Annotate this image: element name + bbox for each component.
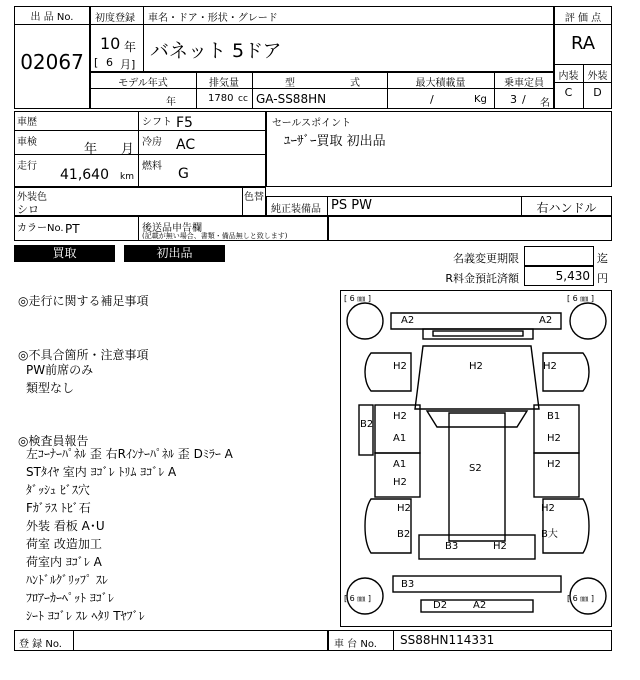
damage-right-front-door-b: B1 bbox=[547, 411, 561, 422]
damage-right-quarter-b: B大 bbox=[541, 529, 558, 540]
color-value: シロ bbox=[17, 203, 39, 216]
inspection-label: 車検 bbox=[17, 137, 37, 148]
damage-right-fender: H2 bbox=[543, 361, 557, 372]
tire-depth-rear-right: [ 6 ㎜ ] bbox=[567, 594, 594, 603]
damage-front-bumper-left: A2 bbox=[401, 315, 415, 326]
hood bbox=[415, 346, 539, 409]
chassis-label: 車 台 No. bbox=[334, 639, 377, 650]
damage-right-quarter-h: H2 bbox=[541, 503, 555, 514]
max-load-separator: / bbox=[430, 93, 434, 106]
color-no-value: PT bbox=[65, 222, 80, 236]
defects-title: ◎不具合箇所・注意事項 bbox=[18, 348, 149, 362]
lot-number: 02067 bbox=[20, 50, 84, 74]
damage-left-quarter-b: B2 bbox=[397, 529, 411, 540]
lot-label: 出 品 No. bbox=[30, 12, 74, 23]
inspector-line: ﾌﾛｱｰｶｰﾍﾟｯﾄ ﾖｺﾞﾚ bbox=[26, 591, 114, 605]
mileage-value: 41,640 bbox=[60, 167, 109, 183]
color-label: 外装色 bbox=[17, 192, 47, 203]
defect-line: PW前席のみ bbox=[26, 363, 94, 377]
history-label: 車歴 bbox=[17, 117, 37, 128]
name-change-field bbox=[524, 246, 594, 266]
steering-value: 右ハンドル bbox=[536, 201, 597, 215]
first-reg-year-unit: 年 bbox=[124, 40, 137, 54]
model-year-unit: 年 bbox=[166, 97, 176, 108]
interior-label: 内装 bbox=[558, 71, 579, 82]
tire-depth-front-left: [ 6 ㎜ ] bbox=[344, 294, 371, 303]
recycle-value: 5,430 bbox=[555, 269, 590, 283]
sales-point-text: ﾕｰｻﾞｰ買取 初出品 bbox=[284, 134, 386, 149]
inspector-line: ｼｰﾄ ﾖｺﾞﾚ ｽﾚ ﾍﾀﾘ Tﾔﾌﾞﾚ bbox=[26, 609, 145, 623]
car-name-label: 車名・ドア・形状・グレード bbox=[148, 13, 278, 24]
exterior-grade: D bbox=[593, 86, 602, 99]
first-reg-month-open: [ bbox=[94, 56, 99, 69]
inspector-line: STﾀｲﾔ 室内 ﾖｺﾞﾚ ﾄﾘﾑ ﾖｺﾞﾚ A bbox=[26, 465, 177, 479]
sales-point-label: セールスポイント bbox=[272, 118, 352, 129]
ac-label: 冷房 bbox=[142, 137, 162, 148]
registration-label: 登 録 No. bbox=[19, 639, 62, 650]
tire-depth-rear-left: [ 6 ㎜ ] bbox=[344, 594, 371, 603]
fuel-value: G bbox=[178, 166, 189, 182]
rear-panel bbox=[419, 535, 535, 559]
first-reg-month-close: 月] bbox=[120, 58, 136, 71]
max-load-unit: Kg bbox=[474, 94, 487, 105]
damage-left-rear-door-a: A1 bbox=[393, 459, 407, 470]
color-no-label: カラーNo. bbox=[17, 223, 64, 234]
inspector-line: ﾊﾝﾄﾞﾙｸﾞﾘｯﾌﾟ ｽﾚ bbox=[26, 573, 108, 587]
interior-grade: C bbox=[564, 86, 573, 99]
damage-diagram bbox=[340, 290, 612, 627]
displacement-value: 1780 bbox=[208, 93, 234, 104]
inspector-line: 左ｺｰﾅｰﾊﾟﾈﾙ 歪 右Rｲﾝﾅｰﾊﾟﾈﾙ 歪 Dﾐﾗｰ A bbox=[26, 447, 233, 461]
displacement-unit: cc bbox=[238, 94, 248, 104]
exterior-label: 外装 bbox=[587, 71, 608, 82]
max-load-label: 最大積載量 bbox=[415, 78, 466, 89]
name-change-suffix: 迄 bbox=[597, 252, 608, 265]
post-report-note: (記載が無い場合、書類・備品無しと致します) bbox=[142, 232, 288, 240]
tire-depth-front-right: [ 6 ㎜ ] bbox=[567, 294, 594, 303]
shift-label: シフト bbox=[142, 117, 172, 128]
inspection-year: 年 bbox=[84, 142, 98, 157]
color-box bbox=[14, 187, 266, 216]
recycle-label: R料金預託済額 bbox=[445, 272, 519, 285]
front-grille-inner bbox=[433, 331, 523, 336]
damage-left-b-pillar: B2 bbox=[360, 419, 374, 430]
damage-left-front-door-a: A1 bbox=[393, 433, 407, 444]
capacity-value: 3 bbox=[510, 93, 517, 106]
tag-buyout: 買取 bbox=[14, 245, 115, 262]
model-code-label: 型 bbox=[285, 78, 295, 89]
defect-line: 類型なし bbox=[26, 381, 75, 395]
inspector-line: Fｶﾞﾗｽ ﾄﾋﾞ石 bbox=[26, 501, 91, 515]
first-reg-label: 初度登録 bbox=[95, 13, 135, 24]
first-reg-month: 6 bbox=[106, 56, 113, 69]
inspector-line: 外装 看板 A･U bbox=[26, 519, 105, 533]
damage-left-fender: H2 bbox=[393, 361, 407, 372]
car-name: バネット 5ドア bbox=[150, 40, 282, 62]
damage-rear-bumper: B3 bbox=[401, 579, 415, 590]
damage-right-rear-door-h: H2 bbox=[547, 459, 561, 470]
inspector-line: 荷室内 ﾖｺﾞﾚ A bbox=[26, 555, 102, 569]
damage-rear-lower-d: D2 bbox=[433, 600, 448, 611]
chassis-number: SS88HN114331 bbox=[400, 633, 495, 647]
post-report-label: 後送品申告欄 bbox=[142, 223, 202, 234]
inspector-title: ◎検査員報告 bbox=[18, 434, 89, 448]
displacement-label: 排気量 bbox=[209, 78, 239, 89]
evaluation-label: 評 価 点 bbox=[564, 13, 602, 24]
damage-rear-panel-h: H2 bbox=[493, 541, 507, 552]
front-right-tire bbox=[570, 303, 606, 339]
roof bbox=[449, 413, 505, 541]
tag-first-listing: 初出品 bbox=[124, 245, 225, 262]
model-code: GA-SS88HN bbox=[256, 92, 327, 106]
damage-hood: H2 bbox=[469, 361, 483, 372]
rear-bumper bbox=[393, 576, 561, 592]
name-change-label: 名義変更期限 bbox=[453, 252, 519, 265]
damage-rear-panel-b: B3 bbox=[445, 541, 459, 552]
inspection-month: 月 bbox=[121, 142, 135, 157]
capacity-unit: 名 bbox=[540, 98, 550, 109]
equipment-label: 純正装備品 bbox=[271, 204, 321, 215]
recycle-unit: 円 bbox=[597, 272, 608, 285]
fuel-label: 燃料 bbox=[142, 161, 162, 172]
damage-left-quarter-h: H2 bbox=[397, 503, 411, 514]
details-left bbox=[14, 111, 266, 187]
front-bumper bbox=[391, 313, 561, 329]
damage-left-rear-door-h: H2 bbox=[393, 477, 407, 488]
model-year-label: モデル年式 bbox=[118, 78, 168, 89]
inspector-line: ﾀﾞｯｼｭ ﾋﾞｽ穴 bbox=[26, 483, 90, 497]
mileage-label: 走行 bbox=[17, 161, 37, 172]
car-outline-drawing bbox=[341, 291, 613, 628]
damage-rear-lower-a: A2 bbox=[473, 600, 487, 611]
model-code-label-2: 式 bbox=[350, 78, 360, 89]
color-change-label: 色替 bbox=[244, 192, 264, 203]
damage-roof: S2 bbox=[469, 463, 482, 474]
shift-value: F5 bbox=[176, 115, 193, 131]
supplement-title: ◎走行に関する補足事項 bbox=[18, 294, 149, 308]
front-left-tire bbox=[347, 303, 383, 339]
damage-left-front-door-h: H2 bbox=[393, 411, 407, 422]
equipment-value: PS PW bbox=[331, 198, 372, 213]
ac-value: AC bbox=[176, 137, 196, 153]
capacity-separator: / bbox=[522, 93, 526, 106]
damage-front-bumper-right: A2 bbox=[539, 315, 553, 326]
damage-right-front-door-h: H2 bbox=[547, 433, 561, 444]
mileage-unit: km bbox=[120, 172, 134, 182]
inspector-line: 荷室 改造加工 bbox=[26, 537, 102, 551]
capacity-label: 乗車定員 bbox=[504, 78, 544, 89]
evaluation-score: RA bbox=[570, 33, 596, 54]
first-reg-year: 10 bbox=[100, 34, 121, 53]
